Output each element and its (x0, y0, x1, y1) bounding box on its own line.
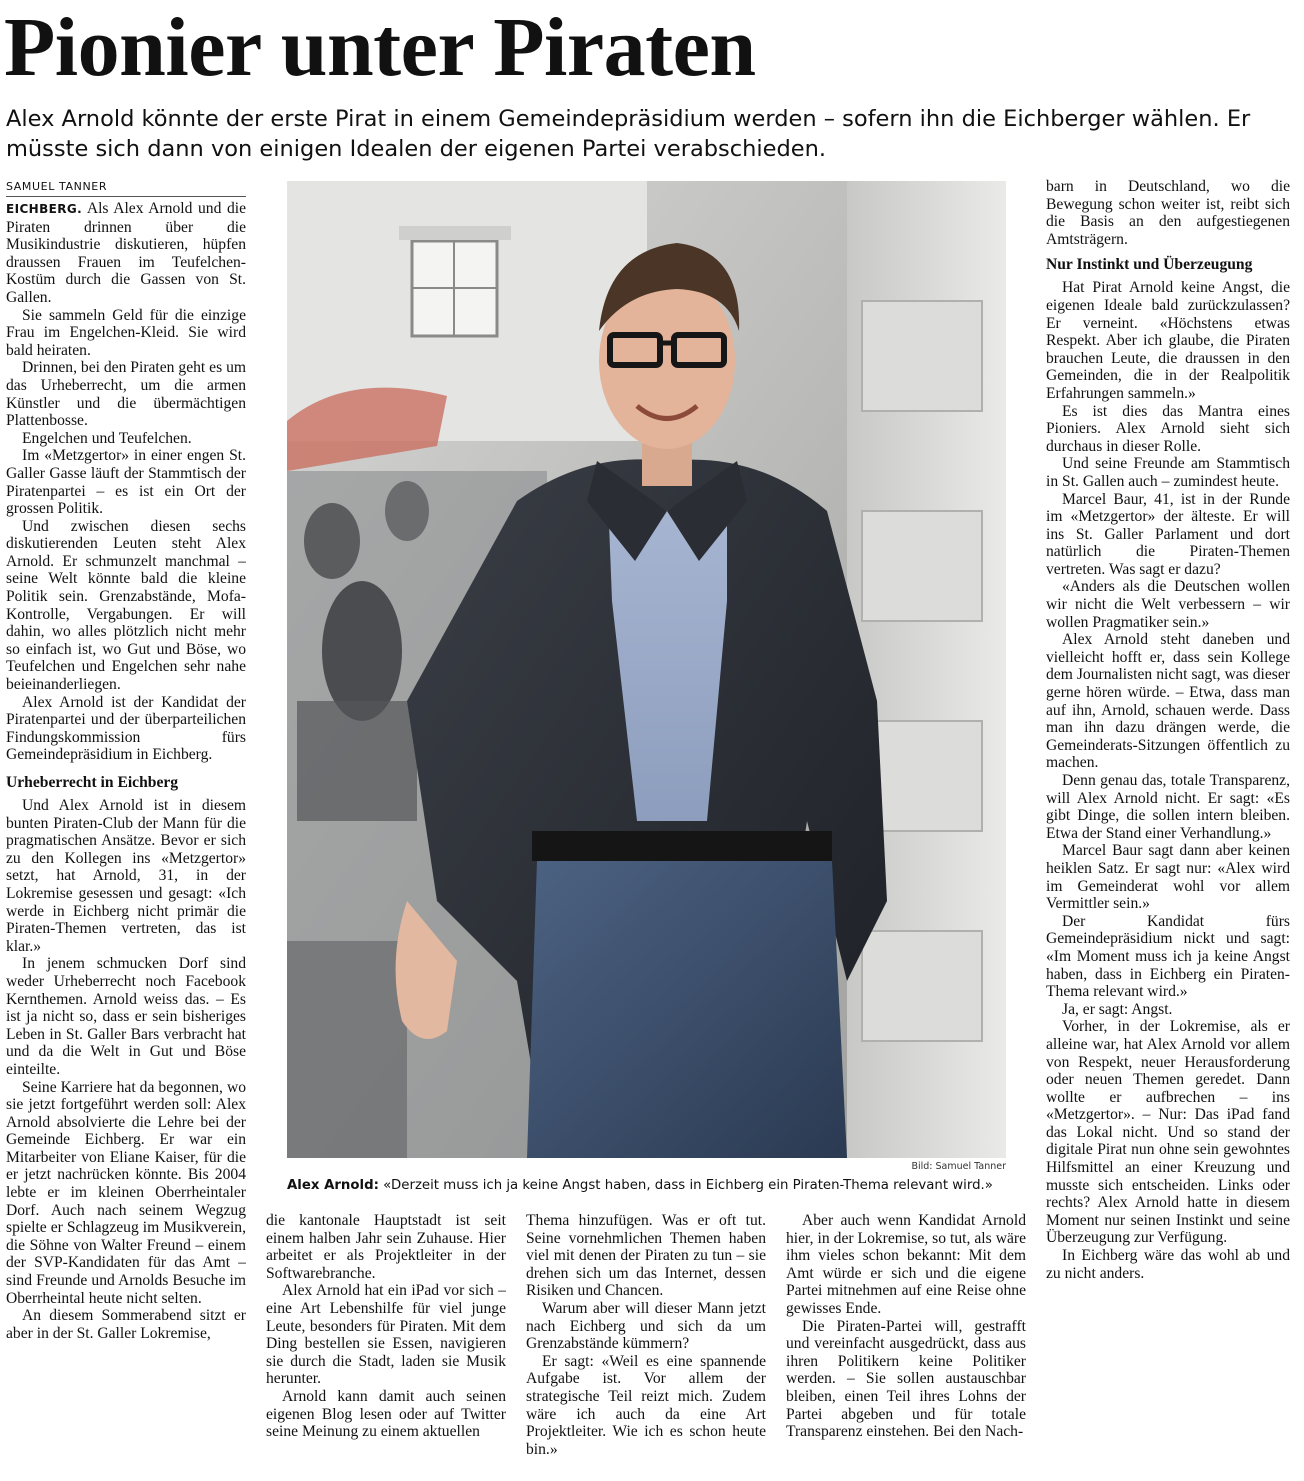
paragraph: Arnold kann damit auch seinen eigenen Blog lesen oder auf Twitter seine Meinung zu einem aktuellen (266, 1387, 506, 1441)
headline: Pionier unter Piraten (4, 1, 756, 94)
paragraph (6, 200, 246, 307)
paragraph: Die Piraten-Partei will, gestrafft und vereinfacht ausgedrückt, dass aus ihren Politikern keine Politiker werden. – Sie sollen austauschbar bleiben, einen Teil ihres Lohns der Partei abgeben und für totale Transparenz einstehen. Bei den Nach- (786, 1317, 1026, 1441)
photo-credit: Bild: Samuel Tanner (911, 1161, 1006, 1172)
photo-caption (287, 1176, 1027, 1196)
paragraph: Und Alex Arnold ist in diesem bunten Piraten-Club der Mann für die pragmatischen Ansätze. Bevor er sich zu den Kollegen ins «Metzgertor» setzt, hat Arnold, 31, in der Lokremise gesessen und gesagt: «Ich werde in Eichberg nicht primär die Piraten-Themen vertreten, das ist klar.» (6, 797, 246, 955)
paragraph: Hat Pirat Arnold keine Angst, die eigenen Ideale bald zurückzulassen? Er verneint. «Höchstens etwas Respekt. Aber ich glaube, die Piraten brauchen Leute, die draussen in den Gemeinden, die in der Realpolitik Erfahrungen sammeln.» (1046, 279, 1290, 402)
byline: SAMUEL TANNER (6, 180, 246, 197)
paragraph: «Anders als die Deutschen wollen wir nicht die Welt verbessern – wir wollen Pragmatiker sein.» (1046, 578, 1290, 631)
article-photo (287, 181, 1006, 1158)
paragraph: In jenem schmucken Dorf sind weder Urheberrecht noch Facebook Kernthemen. Arnold weiss das. – Es ist ja nicht so, dass er sein bisheriges Leben in St. Galler Bars verbracht hat und da die Welt in Gut und Böse einteilte. (6, 955, 246, 1078)
dateline: EICHBERG. (6, 202, 83, 216)
caption-name: Alex Arnold: (287, 1178, 379, 1193)
subheading: Nur Instinkt und Überzeugung (1046, 256, 1253, 274)
paragraph: Der Kandidat fürs Gemeindepräsidium nickt und sagt: «Im Moment muss ich ja keine Angst haben, dass in Eichberg ein Piraten-Thema relevant wird.» (1046, 912, 1290, 1001)
paragraph: Alex Arnold hat ein iPad vor sich – eine Art Lebenshilfe für viel junge Leute, besonders für Piraten. Mit dem Ding bestellen sie Essen, navigieren sie durch die Stadt, laden sie Musik herunter. (266, 1282, 506, 1388)
lead-paragraph: Alex Arnold könnte der erste Pirat in einem Gemeindepräsidium werden – sofern ihn die Eichberger wählen. Er müsste sich dann von einigen Idealen der eigenen Partei verabschieden. (6, 106, 1251, 162)
article-column-2 (266, 1212, 506, 1481)
paragraph: Ja, er sagt: Angst. (1062, 1000, 1173, 1018)
subheading: Urheberrecht in Eichberg (6, 774, 179, 791)
paragraph: An diesem Sommerabend sitzt er aber in der St. Galler Lokremise, (6, 1307, 246, 1342)
paragraph: die kantonale Hauptstadt ist seit einem halben Jahr sein Zuhause. Hier arbeitet er als Projektleiter in der Softwarebranche. (266, 1212, 506, 1282)
article-column-5 (1046, 178, 1290, 1481)
paragraph: Und seine Freunde am Stammtisch in St. Gallen auch – zumindest heute. (1046, 455, 1290, 490)
paragraph: Es ist dies das Mantra eines Pioniers. Alex Arnold sieht sich durchaus in dieser Rolle. (1046, 402, 1290, 455)
paragraph: Vorher, in der Lokremise, als er alleine war, hat Alex Arnold vor allem von Respekt, neuer Herausforderung oder neuen Themen geredet. Dann wollte er aufbrechen – ins «Metzgertor». – Nur: Das iPad fand das Lokal nicht. Und so stand der digitale Pirat nun ohne sein gewohntes Hilfsmittel an einer Kreuzung und musste sich entscheiden. Links oder rechts? Alex Arnold hatte in diesem Moment nur seinen Instinkt und seine Überzeugung zur Verfügung. (1046, 1018, 1290, 1247)
caption-text: «Derzeit muss ich ja keine Angst haben, dass in Eichberg ein Piraten-Thema relevant wird.» (383, 1178, 993, 1193)
paragraph: Im «Metzgertor» in einer engen St. Galler Gasse läuft der Stammtisch der Piratenpartei – es ist ein Ort der grossen Politik. (6, 447, 246, 518)
paragraph-text: Als Alex Arnold und die Piraten drinnen über die Musikindustrie diskutieren, hüpfen draussen Frauen im Teufelchen-Kostüm durch die Gassen von St. Gallen. (6, 200, 246, 306)
paragraph: In Eichberg wäre das wohl ab und zu nicht anders. (1046, 1247, 1290, 1282)
paragraph: Marcel Baur, 41, ist in der Runde im «Metzgertor» der älteste. Er will ins St. Galler Parlament und dort natürlich die Piraten-Themen vertreten. Was sagt er dazu? (1046, 490, 1290, 578)
paragraph: Alex Arnold ist der Kandidat der Piratenpartei und der überparteilichen Findungskommission fürs Gemeindepräsidium in Eichberg. (6, 693, 246, 764)
paragraph: Sie sammeln Geld für die einzige Frau im Engelchen-Kleid. Sie wird bald heiraten. (6, 306, 246, 359)
paragraph: Er sagt: «Weil es eine spannende Aufgabe ist. Vor allem der strategische Teil reizt mich. Zudem wäre ich auch da eine Art Projektleiter. Wie ich es schon heute bin.» (526, 1352, 766, 1458)
paragraph: Seine Karriere hat da begonnen, wo sie jetzt fortgeführt werden soll: Alex Arnold absolvierte die Lehre bei der Gemeinde Eichberg. Er war ein Mitarbeiter von Eliane Kaiser, für die er jetzt nachrücken könnte. Bis 2004 lebte er im kleinen Oberrheintaler Dorf. Auch nach seinem Wegzug spielte er Schlagzeug im Musikverein, die Söhne von Walter Freund – einem der SVP-Kandidaten für das Amt – sind Freunde und Arnolds Besuche im Oberrheintal heute nicht selten. (6, 1078, 246, 1307)
paragraph: Und zwischen diesen sechs diskutierenden Leuten steht Alex Arnold. Er schmunzelt manchmal – seine Welt könnte bald die kleine Politik sein. Grenzabstände, Mofa-Kontrolle, Vergabungen. Er will dahin, wo alles plötzlich nicht mehr so einfach ist, wo Gut und Böse, wo Teufelchen und Engelchen sehr nahe beieinanderliegen. (6, 517, 246, 694)
paragraph: Warum aber will dieser Mann jetzt nach Eichberg und sich da um Grenzabstände kümmern? (526, 1299, 766, 1353)
paragraph: Denn genau das, totale Transparenz, will Alex Arnold nicht. Er sagt: «Es gibt Dinge, die sollen intern bleiben. Etwa der Stand einer Verhandlung.» (1046, 772, 1290, 842)
article-column-3 (526, 1212, 766, 1481)
paragraph: Aber auch wenn Kandidat Arnold hier, in der Lokremise, so tut, als wäre ihm vieles schon bekannt: Mit dem Amt würde er sich und die eigene Partei mitnehmen auf eine Reise ohne gewisses Ende. (786, 1212, 1026, 1317)
paragraph: Thema hinzufügen. Was er oft tut. Seine vornehmlichen Themen haben viel mit denen der Piraten zu tun – sie drehen sich um das Internet, dessen Risiken und Chancen. (526, 1212, 766, 1300)
article-column-4 (786, 1212, 1026, 1481)
paragraph: Engelchen und Teufelchen. (22, 429, 192, 447)
paragraph: Marcel Baur sagt dann aber keinen heiklen Satz. Er sagt nur: «Alex wird im Gemeinderat wohl vor allem Vermittler sein.» (1046, 842, 1290, 913)
paragraph: barn in Deutschland, wo die Bewegung schon weiter ist, reibt sich die Basis an den aufgestiegenen Amtsträgern. (1046, 178, 1290, 248)
paragraph: Alex Arnold steht daneben und vielleicht hofft er, dass sein Kollege dem Journalisten nicht sagt, was dieser gerne hören würde. – Etwa, dass man auf ihn, Arnold, schauen werde. Dass man ihn dazu drängen werde, die Gemeinderats-Sitzungen öffentlich zu machen. (1046, 631, 1290, 772)
article-column-1 (6, 200, 246, 1481)
paragraph: Drinnen, bei den Piraten geht es um das Urheberrecht, um die armen Künstler und die übermächtigen Plattenbosse. (6, 359, 246, 430)
